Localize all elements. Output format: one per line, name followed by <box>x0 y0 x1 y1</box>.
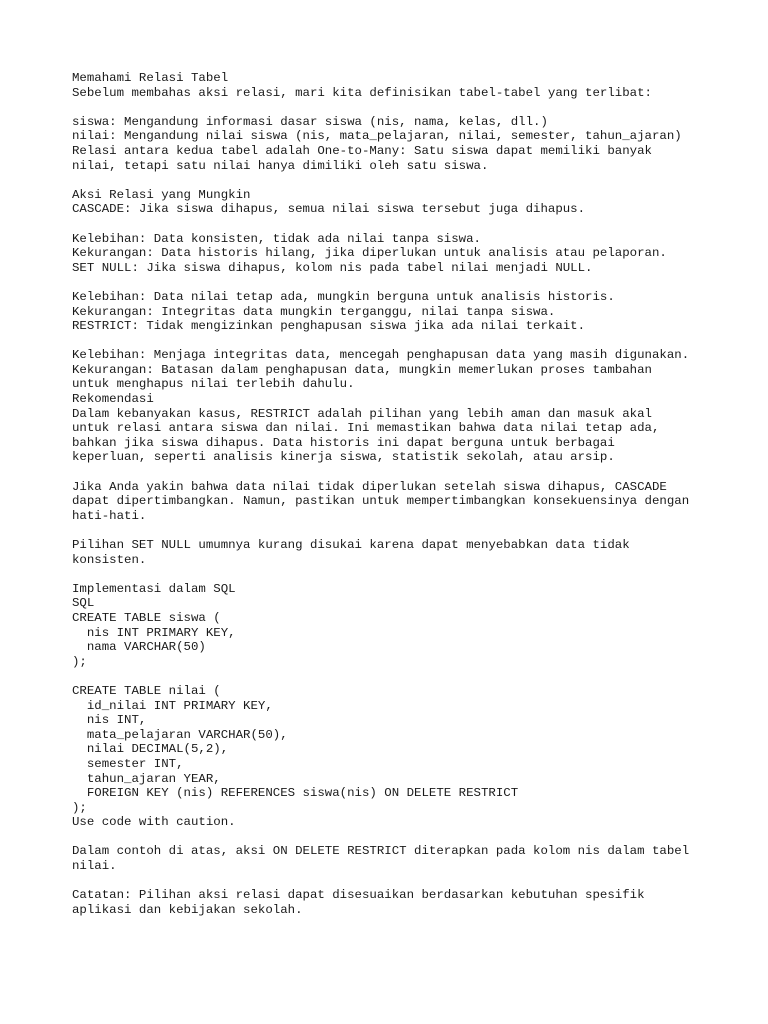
text-line: nilai DECIMAL(5,2), <box>72 742 229 757</box>
text-line: siswa: Mengandung informasi dasar siswa (nis, nama, kelas, dll.) <box>72 114 548 129</box>
text-line: CASCADE: Jika siswa dihapus, semua nilai siswa tersebut juga dihapus. <box>72 202 586 217</box>
text-line: Implementasi dalam SQL <box>72 581 236 596</box>
text-line: Kekurangan: Integritas data mungkin terganggu, nilai tanpa siswa. <box>72 304 556 319</box>
document-page <box>72 71 732 917</box>
text-line: Kekurangan: Batasan dalam penghapusan data, mungkin memerlukan proses tambahan <box>72 362 652 377</box>
blank-line <box>72 275 732 290</box>
blank-line <box>72 669 732 684</box>
text-line: aplikasi dan kebijakan sekolah. <box>72 902 303 917</box>
text-line: Pilihan SET NULL umumnya kurang disukai karena dapat menyebabkan data tidak <box>72 538 630 552</box>
text-line: konsisten. <box>72 552 147 567</box>
text-line: ); <box>72 800 87 815</box>
text-line: Memahami Relasi Tabel <box>72 71 229 85</box>
text-line: id_nilai INT PRIMARY KEY, <box>72 698 273 713</box>
text-line: hati-hati. <box>72 508 147 523</box>
text-line: Jika Anda yakin bahwa data nilai tidak diperlukan setelah siswa dihapus, CASCADE <box>72 479 667 494</box>
text-line: ); <box>72 654 87 669</box>
text-line: Kelebihan: Menjaga integritas data, mencegah penghapusan data yang masih digunakan. <box>72 348 690 363</box>
text-line: CREATE TABLE nilai ( <box>72 683 221 698</box>
text-line: SQL <box>72 596 95 611</box>
text-line: Dalam kebanyakan kasus, RESTRICT adalah pilihan yang lebih aman dan masuk akal <box>72 406 652 421</box>
text-line: untuk menghapus nilai terlebih dahulu. <box>72 377 355 392</box>
text-line: CREATE TABLE siswa ( <box>72 610 221 625</box>
text-line: SET NULL: Jika siswa dihapus, kolom nis pada tabel nilai menjadi NULL. <box>72 260 593 275</box>
text-line: semester INT, <box>72 756 184 771</box>
text-line: nilai. <box>72 859 117 874</box>
blank-line <box>72 217 732 232</box>
blank-line <box>72 874 732 889</box>
text-line: keperluan, seperti analisis kinerja siswa, statistik sekolah, atau arsip. <box>72 450 615 465</box>
blank-line <box>72 173 732 188</box>
blank-line <box>72 523 732 538</box>
text-line: nis INT, <box>72 713 147 728</box>
text-line: mata_pelajaran VARCHAR(50), <box>72 727 288 742</box>
blank-line <box>72 830 732 845</box>
text-line: FOREIGN KEY (nis) REFERENCES siswa(nis) ON DELETE RESTRICT <box>72 786 519 801</box>
text-line: Kekurangan: Data historis hilang, jika diperlukan untuk analisis atau pelaporan. <box>72 246 667 261</box>
text-line: Use code with caution. <box>72 815 236 830</box>
text-line: nilai: Mengandung nilai siswa (nis, mata_pelajaran, nilai, semester, tahun_ajaran) <box>72 129 682 144</box>
blank-line <box>72 465 732 480</box>
text-line: dapat dipertimbangkan. Namun, pastikan untuk mempertimbangkan konsekuensinya dengan <box>72 494 690 509</box>
text-line: tahun_ajaran YEAR, <box>72 771 221 786</box>
text-line: Aksi Relasi yang Mungkin <box>72 187 251 202</box>
text-line: nama VARCHAR(50) <box>72 640 206 655</box>
text-line: Sebelum membahas aksi relasi, mari kita definisikan tabel-tabel yang terlibat: <box>72 85 652 100</box>
blank-line <box>72 567 732 582</box>
text-line: Rekomendasi <box>72 392 154 407</box>
text-line: untuk relasi antara siswa dan nilai. Ini memastikan bahwa data nilai tetap ada, <box>72 421 660 436</box>
text-line: RESTRICT: Tidak mengizinkan penghapusan siswa jika ada nilai terkait. <box>72 319 586 334</box>
blank-line <box>72 334 732 349</box>
text-line: Kelebihan: Data konsisten, tidak ada nilai tanpa siswa. <box>72 231 481 246</box>
text-line: Catatan: Pilihan aksi relasi dapat disesuaikan berdasarkan kebutuhan spesifik <box>72 888 645 903</box>
text-line: nis INT PRIMARY KEY, <box>72 625 236 640</box>
text-line: nilai, tetapi satu nilai hanya dimiliki oleh satu siswa. <box>72 158 489 173</box>
text-line: Kelebihan: Data nilai tetap ada, mungkin berguna untuk analisis historis. <box>72 289 615 304</box>
text-line: bahkan jika siswa dihapus. Data historis ini dapat berguna untuk berbagai <box>72 435 615 450</box>
blank-line <box>72 100 732 115</box>
text-line: Dalam contoh di atas, aksi ON DELETE RESTRICT diterapkan pada kolom nis dalam tabel <box>72 844 690 859</box>
text-line: Relasi antara kedua tabel adalah One-to-Many: Satu siswa dapat memiliki banyak <box>72 143 652 158</box>
